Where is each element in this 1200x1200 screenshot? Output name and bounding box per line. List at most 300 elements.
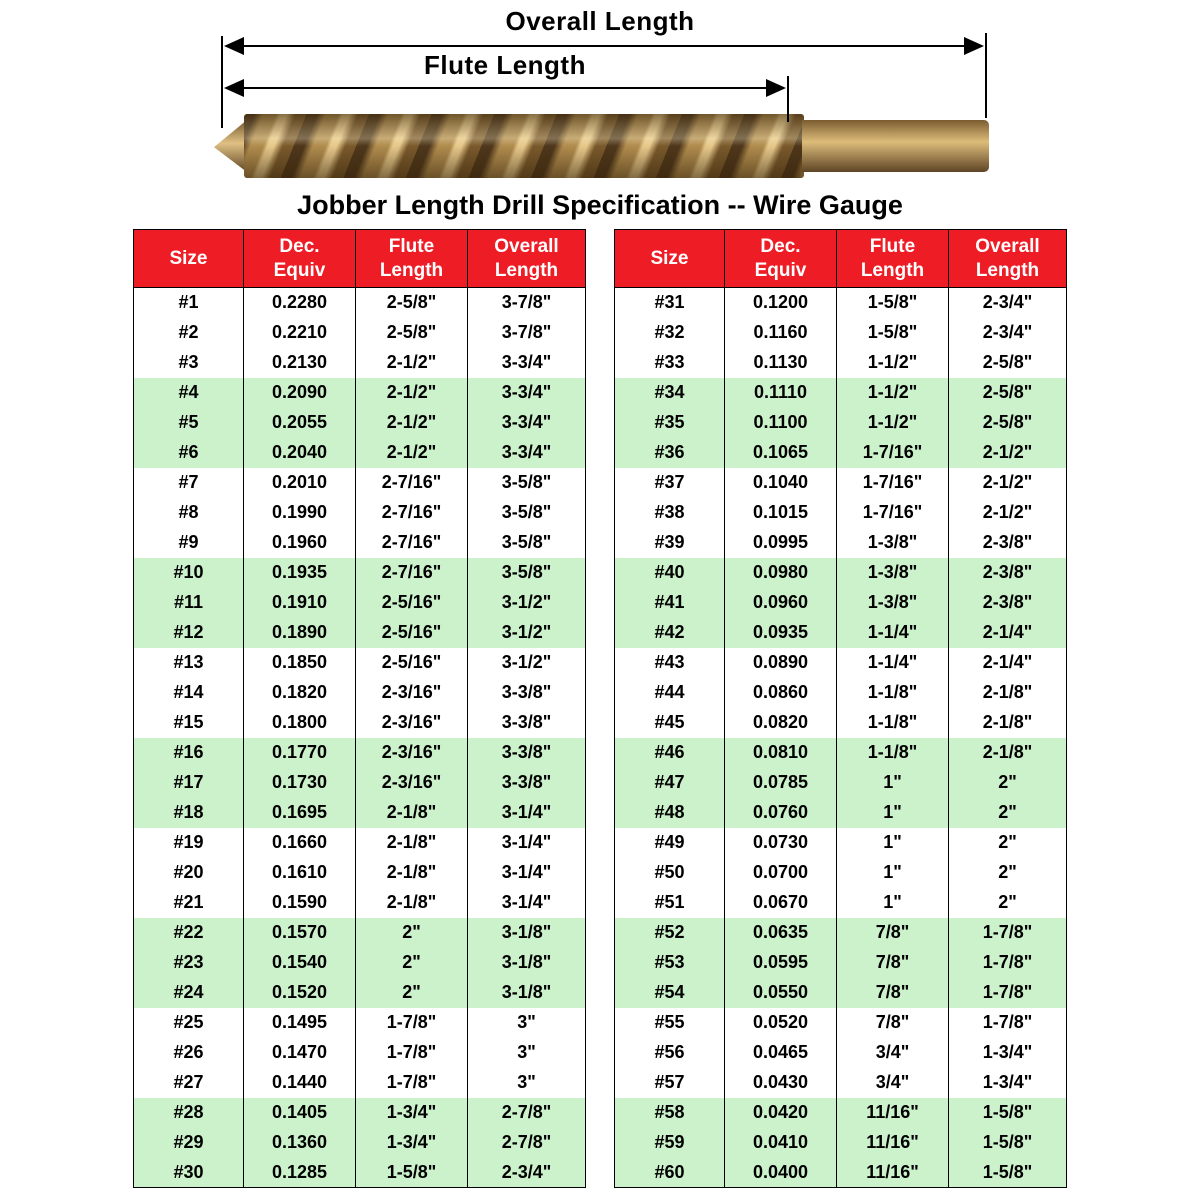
- table-cell: 0.2040: [244, 438, 356, 468]
- table-cell: #18: [134, 798, 244, 828]
- table-cell: 2": [356, 948, 468, 978]
- table-head-row: [134, 230, 586, 288]
- table-cell: 2-1/8": [949, 678, 1067, 708]
- table-cell: 2-1/2": [356, 408, 468, 438]
- table-row: [615, 948, 1067, 978]
- table-row: [615, 1098, 1067, 1128]
- column-header: Flute Length: [837, 230, 949, 288]
- table-cell: 2-3/4": [949, 288, 1067, 318]
- table-row: [134, 1128, 586, 1158]
- table-row: [615, 1008, 1067, 1038]
- table-cell: 0.1800: [244, 708, 356, 738]
- table-row: [615, 738, 1067, 768]
- table-row: [615, 1128, 1067, 1158]
- table-row: [134, 1098, 586, 1128]
- table-cell: 2-7/8": [468, 1098, 586, 1128]
- table-cell: #36: [615, 438, 725, 468]
- table-row: [615, 318, 1067, 348]
- table-cell: 0.1470: [244, 1038, 356, 1068]
- table-cell: 2-7/16": [356, 558, 468, 588]
- table-cell: 0.1285: [244, 1158, 356, 1188]
- table-cell: #29: [134, 1128, 244, 1158]
- table-cell: 2-5/16": [356, 588, 468, 618]
- table-row: [134, 1158, 586, 1188]
- table-cell: 3/4": [837, 1038, 949, 1068]
- column-header: Dec. Equiv: [725, 230, 837, 288]
- table-cell: 0.1695: [244, 798, 356, 828]
- table-cell: 1-1/8": [837, 708, 949, 738]
- table-row: [134, 708, 586, 738]
- table-cell: 1": [837, 798, 949, 828]
- table-cell: 0.0785: [725, 768, 837, 798]
- table-cell: 0.2010: [244, 468, 356, 498]
- table-cell: #21: [134, 888, 244, 918]
- table-row: [615, 768, 1067, 798]
- table-cell: 3-1/4": [468, 828, 586, 858]
- table-cell: 0.0995: [725, 528, 837, 558]
- table-cell: 1-1/2": [837, 378, 949, 408]
- table-cell: 3-5/8": [468, 498, 586, 528]
- table-head-row: [615, 230, 1067, 288]
- table-row: [134, 378, 586, 408]
- table-cell: 1-7/16": [837, 498, 949, 528]
- table-cell: 0.1405: [244, 1098, 356, 1128]
- table-cell: 1-3/4": [356, 1098, 468, 1128]
- table-cell: 1-1/4": [837, 618, 949, 648]
- table-cell: 2-3/16": [356, 738, 468, 768]
- table-cell: 1": [837, 858, 949, 888]
- column-header: Dec. Equiv: [244, 230, 356, 288]
- table-cell: 3-3/4": [468, 438, 586, 468]
- table-cell: 0.1130: [725, 348, 837, 378]
- table-cell: 2-3/16": [356, 678, 468, 708]
- table-cell: 1-7/8": [356, 1068, 468, 1098]
- table-row: [615, 588, 1067, 618]
- table-cell: 2-1/8": [356, 828, 468, 858]
- table-cell: #51: [615, 888, 725, 918]
- table-row: [615, 468, 1067, 498]
- table-row: [615, 378, 1067, 408]
- table-cell: 3-3/4": [468, 408, 586, 438]
- table-cell: #9: [134, 528, 244, 558]
- table-cell: #40: [615, 558, 725, 588]
- table-cell: #7: [134, 468, 244, 498]
- table-cell: 0.1990: [244, 498, 356, 528]
- table-cell: 1-1/4": [837, 648, 949, 678]
- table-row: [615, 528, 1067, 558]
- table-cell: 1": [837, 768, 949, 798]
- table-cell: 3-3/8": [468, 708, 586, 738]
- table-cell: 11/16": [837, 1158, 949, 1188]
- table-cell: #6: [134, 438, 244, 468]
- table-cell: 3-3/8": [468, 768, 586, 798]
- table-cell: #1: [134, 288, 244, 318]
- table-row: [134, 1008, 586, 1038]
- table-cell: 3-3/8": [468, 678, 586, 708]
- table-row: [134, 348, 586, 378]
- table-cell: 1-3/8": [837, 528, 949, 558]
- table-cell: #23: [134, 948, 244, 978]
- table-cell: #16: [134, 738, 244, 768]
- column-header: Size: [134, 230, 244, 288]
- table-cell: 0.1910: [244, 588, 356, 618]
- table-cell: 1-3/8": [837, 558, 949, 588]
- table-cell: #14: [134, 678, 244, 708]
- table-cell: 3": [468, 1068, 586, 1098]
- table-row: [134, 858, 586, 888]
- table-row: [615, 708, 1067, 738]
- table-cell: #50: [615, 858, 725, 888]
- table-cell: 3-5/8": [468, 558, 586, 588]
- table-cell: #28: [134, 1098, 244, 1128]
- table-cell: 2-7/16": [356, 468, 468, 498]
- table-cell: 3-3/8": [468, 738, 586, 768]
- table-row: [615, 918, 1067, 948]
- table-cell: 0.1495: [244, 1008, 356, 1038]
- table-cell: 2": [949, 858, 1067, 888]
- table-cell: #32: [615, 318, 725, 348]
- table-cell: 3": [468, 1038, 586, 1068]
- table-cell: 3-1/4": [468, 888, 586, 918]
- table-row: [134, 768, 586, 798]
- table-cell: #30: [134, 1158, 244, 1188]
- table-cell: #34: [615, 378, 725, 408]
- table-cell: 0.0400: [725, 1158, 837, 1188]
- table-cell: #12: [134, 618, 244, 648]
- drill-dimension-diagram: [0, 0, 1200, 190]
- table-cell: 2-5/8": [356, 318, 468, 348]
- table-cell: #49: [615, 828, 725, 858]
- table-row: [615, 618, 1067, 648]
- table-row: [134, 798, 586, 828]
- table-cell: 2": [949, 768, 1067, 798]
- table-row: [615, 348, 1067, 378]
- table-row: [615, 438, 1067, 468]
- table-cell: 0.1160: [725, 318, 837, 348]
- table-cell: 3-5/8": [468, 468, 586, 498]
- table-row: [134, 498, 586, 528]
- table-cell: 2-1/4": [949, 648, 1067, 678]
- table-row: [615, 858, 1067, 888]
- table-cell: 1-7/8": [949, 1008, 1067, 1038]
- table-cell: 3-1/8": [468, 978, 586, 1008]
- table-cell: 1-3/4": [949, 1068, 1067, 1098]
- table-cell: 3/4": [837, 1068, 949, 1098]
- table-cell: 0.0465: [725, 1038, 837, 1068]
- table-cell: 2": [949, 888, 1067, 918]
- table-cell: 0.1890: [244, 618, 356, 648]
- table-cell: 11/16": [837, 1098, 949, 1128]
- table-cell: 2-1/8": [356, 888, 468, 918]
- table-cell: 0.1610: [244, 858, 356, 888]
- table-cell: 1-3/8": [837, 588, 949, 618]
- table-cell: 0.1770: [244, 738, 356, 768]
- column-header: Size: [615, 230, 725, 288]
- table-cell: #3: [134, 348, 244, 378]
- table-cell: 1-1/8": [837, 678, 949, 708]
- table-cell: 2-1/8": [356, 798, 468, 828]
- column-header: Overall Length: [468, 230, 586, 288]
- table-cell: #39: [615, 528, 725, 558]
- table-row: [134, 648, 586, 678]
- table-cell: 1-5/8": [837, 318, 949, 348]
- table-cell: 2-1/8": [949, 708, 1067, 738]
- table-cell: 1-5/8": [949, 1098, 1067, 1128]
- table-cell: 0.0520: [725, 1008, 837, 1038]
- table-cell: #58: [615, 1098, 725, 1128]
- table-cell: #56: [615, 1038, 725, 1068]
- drill-table-right-body: [615, 288, 1067, 1188]
- table-cell: 1-1/2": [837, 408, 949, 438]
- table-cell: #47: [615, 768, 725, 798]
- table-cell: 2-5/8": [356, 288, 468, 318]
- table-cell: 1-7/8": [356, 1008, 468, 1038]
- table-cell: 2-1/4": [949, 618, 1067, 648]
- table-cell: 0.0960: [725, 588, 837, 618]
- table-row: [134, 918, 586, 948]
- table-cell: #4: [134, 378, 244, 408]
- drill-table-right: [614, 229, 1067, 1188]
- table-cell: 1-5/8": [949, 1158, 1067, 1188]
- table-cell: 0.0595: [725, 948, 837, 978]
- table-cell: 3-7/8": [468, 318, 586, 348]
- table-cell: 0.0935: [725, 618, 837, 648]
- table-row: [134, 948, 586, 978]
- table-cell: #42: [615, 618, 725, 648]
- drill-table-left-body: [134, 288, 586, 1188]
- table-cell: 1-5/8": [949, 1128, 1067, 1158]
- table-cell: 0.1660: [244, 828, 356, 858]
- table-row: [134, 888, 586, 918]
- table-cell: 0.1110: [725, 378, 837, 408]
- table-cell: 3": [468, 1008, 586, 1038]
- table-cell: 0.0700: [725, 858, 837, 888]
- column-header: Flute Length: [356, 230, 468, 288]
- table-row: [134, 438, 586, 468]
- table-cell: #33: [615, 348, 725, 378]
- table-cell: 3-1/2": [468, 648, 586, 678]
- table-cell: 7/8": [837, 978, 949, 1008]
- table-cell: #37: [615, 468, 725, 498]
- table-cell: 2-1/2": [949, 438, 1067, 468]
- table-cell: 3-1/2": [468, 588, 586, 618]
- table-row: [134, 528, 586, 558]
- table-cell: 0.0760: [725, 798, 837, 828]
- table-row: [134, 1068, 586, 1098]
- table-cell: 3-7/8": [468, 288, 586, 318]
- table-cell: #8: [134, 498, 244, 528]
- table-cell: #26: [134, 1038, 244, 1068]
- table-cell: 0.1730: [244, 768, 356, 798]
- table-cell: #46: [615, 738, 725, 768]
- table-row: [134, 588, 586, 618]
- table-row: [134, 618, 586, 648]
- drill-table-left: [133, 229, 586, 1188]
- table-cell: #44: [615, 678, 725, 708]
- table-cell: #55: [615, 1008, 725, 1038]
- table-row: [134, 558, 586, 588]
- table-cell: #15: [134, 708, 244, 738]
- table-cell: 2-7/16": [356, 498, 468, 528]
- table-cell: #11: [134, 588, 244, 618]
- table-cell: 0.0820: [725, 708, 837, 738]
- table-cell: #25: [134, 1008, 244, 1038]
- table-cell: 2-1/2": [356, 348, 468, 378]
- table-cell: 0.0410: [725, 1128, 837, 1158]
- table-cell: 2-3/16": [356, 708, 468, 738]
- table-row: [615, 828, 1067, 858]
- table-cell: 2": [949, 828, 1067, 858]
- table-cell: 7/8": [837, 948, 949, 978]
- table-cell: 0.2280: [244, 288, 356, 318]
- spec-tables: [0, 229, 1200, 1188]
- table-cell: #13: [134, 648, 244, 678]
- table-cell: 0.1520: [244, 978, 356, 1008]
- table-cell: #2: [134, 318, 244, 348]
- table-row: [615, 408, 1067, 438]
- table-cell: 2-5/8": [949, 408, 1067, 438]
- table-cell: 2-5/16": [356, 618, 468, 648]
- table-cell: #57: [615, 1068, 725, 1098]
- table-cell: 0.1360: [244, 1128, 356, 1158]
- table-cell: 3-3/4": [468, 348, 586, 378]
- table-cell: #20: [134, 858, 244, 888]
- table-cell: #19: [134, 828, 244, 858]
- table-cell: 2-3/4": [949, 318, 1067, 348]
- table-cell: #48: [615, 798, 725, 828]
- table-cell: #24: [134, 978, 244, 1008]
- table-cell: 0.0430: [725, 1068, 837, 1098]
- table-cell: 0.1200: [725, 288, 837, 318]
- table-row: [134, 828, 586, 858]
- table-cell: #60: [615, 1158, 725, 1188]
- table-cell: 2-1/2": [949, 498, 1067, 528]
- table-cell: 0.0420: [725, 1098, 837, 1128]
- table-cell: 2-1/2": [356, 378, 468, 408]
- table-cell: 0.1065: [725, 438, 837, 468]
- table-row: [615, 288, 1067, 318]
- table-row: [615, 648, 1067, 678]
- table-cell: 0.1015: [725, 498, 837, 528]
- table-cell: 1-5/8": [356, 1158, 468, 1188]
- table-cell: #31: [615, 288, 725, 318]
- table-cell: 3-1/2": [468, 618, 586, 648]
- table-cell: 2-3/16": [356, 768, 468, 798]
- dimension-lines: [0, 0, 1200, 190]
- table-row: [615, 1158, 1067, 1188]
- table-cell: #10: [134, 558, 244, 588]
- table-cell: 1-7/16": [837, 438, 949, 468]
- table-cell: 7/8": [837, 918, 949, 948]
- table-cell: #5: [134, 408, 244, 438]
- table-cell: 2-1/8": [949, 738, 1067, 768]
- table-cell: #35: [615, 408, 725, 438]
- table-cell: 3-5/8": [468, 528, 586, 558]
- table-cell: 0.2210: [244, 318, 356, 348]
- table-cell: 0.0635: [725, 918, 837, 948]
- table-cell: 1-7/16": [837, 468, 949, 498]
- table-row: [134, 468, 586, 498]
- table-cell: 1-7/8": [949, 948, 1067, 978]
- table-row: [134, 738, 586, 768]
- table-cell: 1-3/4": [949, 1038, 1067, 1068]
- table-cell: 0.0980: [725, 558, 837, 588]
- table-cell: 7/8": [837, 1008, 949, 1038]
- table-cell: 2": [356, 918, 468, 948]
- table-cell: 2-7/16": [356, 528, 468, 558]
- table-cell: 0.0730: [725, 828, 837, 858]
- table-cell: 0.1590: [244, 888, 356, 918]
- table-cell: 1": [837, 888, 949, 918]
- table-row: [615, 1068, 1067, 1098]
- table-cell: 1-5/8": [837, 288, 949, 318]
- table-row: [615, 798, 1067, 828]
- table-cell: 2-1/8": [356, 858, 468, 888]
- table-cell: 2-3/8": [949, 558, 1067, 588]
- table-row: [134, 408, 586, 438]
- table-cell: 1-7/8": [949, 978, 1067, 1008]
- table-row: [134, 318, 586, 348]
- table-cell: 0.1850: [244, 648, 356, 678]
- table-cell: #43: [615, 648, 725, 678]
- table-cell: #41: [615, 588, 725, 618]
- table-cell: 0.0860: [725, 678, 837, 708]
- table-cell: 3-1/4": [468, 858, 586, 888]
- table-cell: #38: [615, 498, 725, 528]
- flute-length-label: Flute Length: [424, 50, 586, 80]
- table-row: [615, 1038, 1067, 1068]
- table-cell: 1-1/2": [837, 348, 949, 378]
- table-row: [134, 678, 586, 708]
- table-cell: 0.1960: [244, 528, 356, 558]
- table-cell: #59: [615, 1128, 725, 1158]
- table-cell: 2-5/16": [356, 648, 468, 678]
- table-cell: 2-7/8": [468, 1128, 586, 1158]
- table-cell: 3-3/4": [468, 378, 586, 408]
- table-cell: 11/16": [837, 1128, 949, 1158]
- table-cell: 0.1040: [725, 468, 837, 498]
- table-cell: 0.0890: [725, 648, 837, 678]
- table-cell: 1-7/8": [949, 918, 1067, 948]
- table-cell: 3-1/8": [468, 948, 586, 978]
- table-cell: #52: [615, 918, 725, 948]
- table-row: [615, 678, 1067, 708]
- table-cell: #54: [615, 978, 725, 1008]
- table-cell: 1-1/8": [837, 738, 949, 768]
- table-cell: 0.2090: [244, 378, 356, 408]
- table-cell: 2-5/8": [949, 378, 1067, 408]
- table-cell: 2": [356, 978, 468, 1008]
- table-cell: 2-3/8": [949, 528, 1067, 558]
- table-row: [134, 1038, 586, 1068]
- page-title: Jobber Length Drill Specification -- Wire Gauge: [297, 190, 903, 220]
- table-cell: #27: [134, 1068, 244, 1098]
- table-cell: 0.0670: [725, 888, 837, 918]
- table-cell: 3-1/8": [468, 918, 586, 948]
- column-header: Overall Length: [949, 230, 1067, 288]
- table-cell: 0.1820: [244, 678, 356, 708]
- table-cell: 2-3/8": [949, 588, 1067, 618]
- table-cell: 0.0810: [725, 738, 837, 768]
- table-cell: 2-1/2": [949, 468, 1067, 498]
- table-cell: 0.2055: [244, 408, 356, 438]
- table-cell: 1-3/4": [356, 1128, 468, 1158]
- table-cell: 2": [949, 798, 1067, 828]
- table-cell: 2-5/8": [949, 348, 1067, 378]
- table-row: [615, 888, 1067, 918]
- table-cell: #45: [615, 708, 725, 738]
- table-cell: #17: [134, 768, 244, 798]
